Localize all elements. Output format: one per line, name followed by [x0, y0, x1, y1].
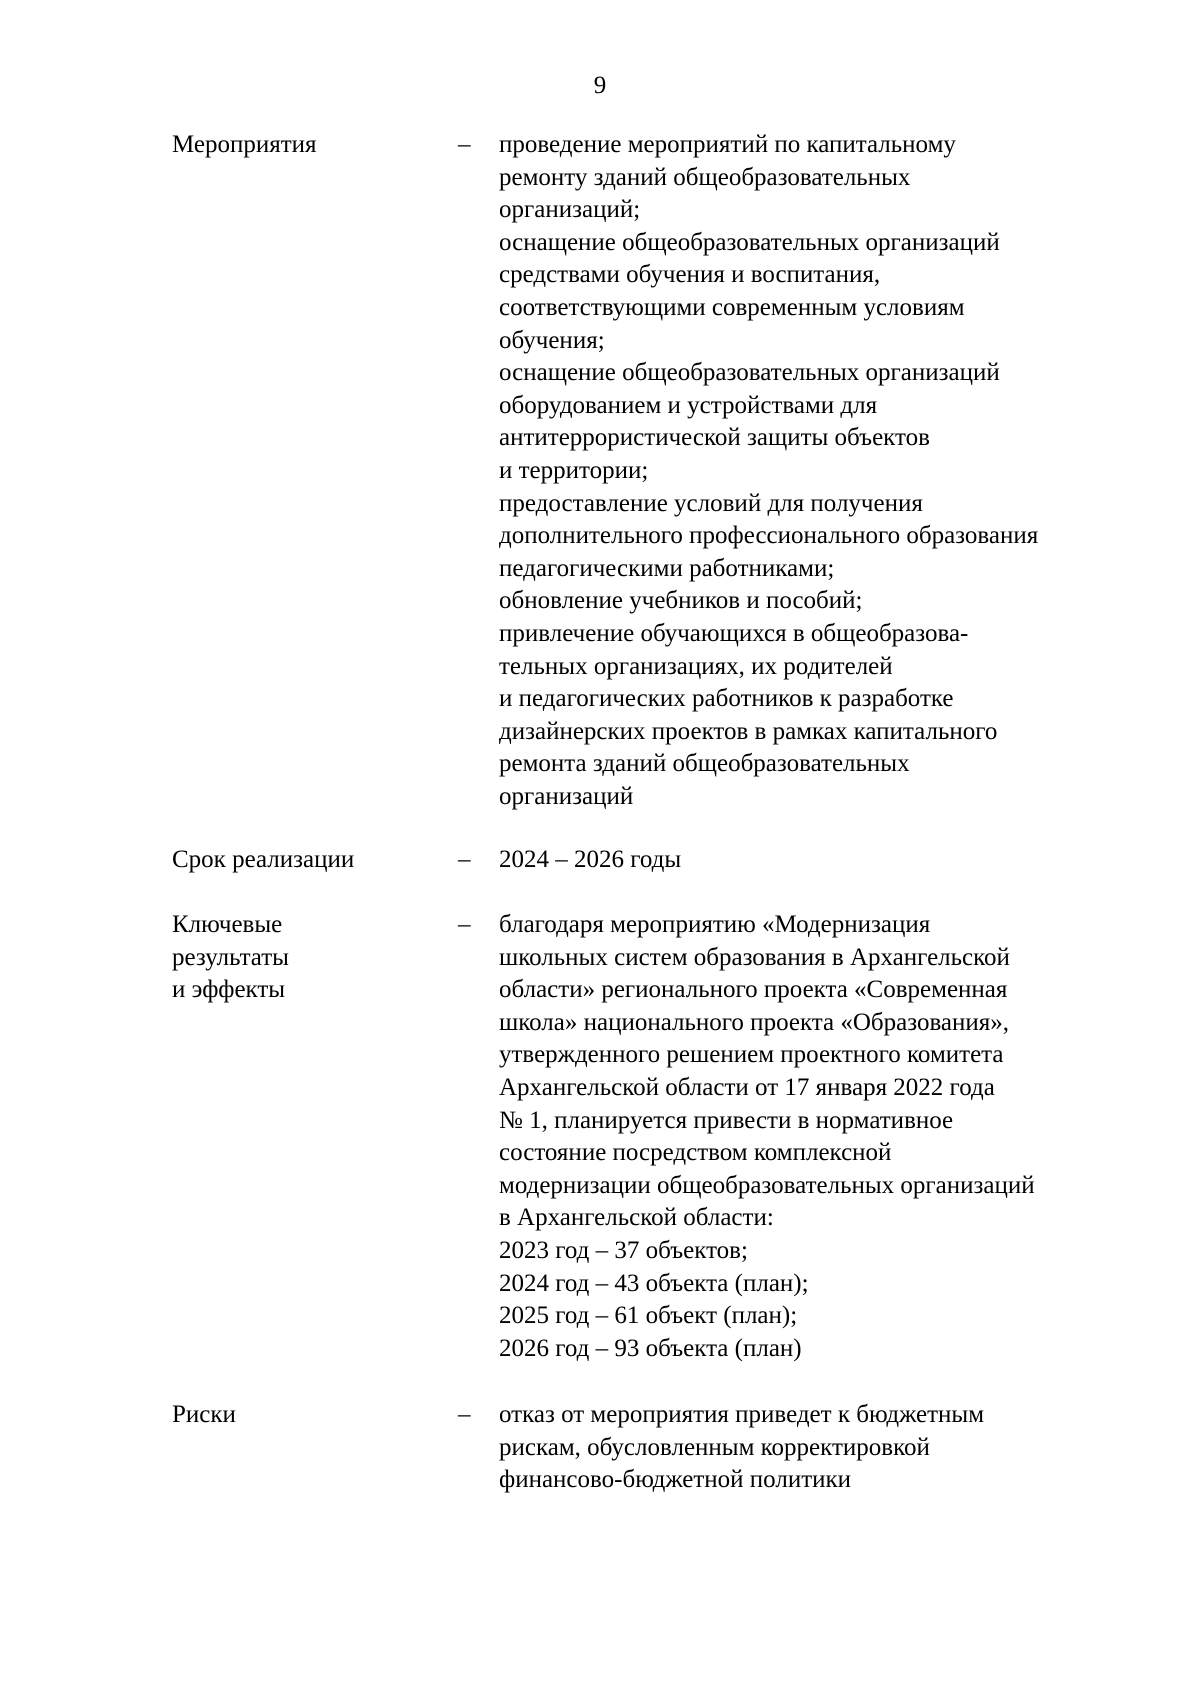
content-line: антитеррористической защиты объектов [499, 424, 930, 452]
section-content [499, 909, 1139, 1365]
content-line: 2025 год – 61 объект (план); [499, 1302, 798, 1330]
content-line: оснащение общеобразовательных организаций [499, 228, 1000, 256]
content-line: 2024 год – 43 объекта (план); [499, 1269, 809, 1297]
section-content [499, 844, 1139, 877]
content-line: утвержденного решением проектного комитета [499, 1041, 1004, 1069]
content-line: финансово-бюджетной политики [499, 1466, 852, 1494]
content-line: модернизации общеобразовательных организаций [499, 1171, 1035, 1199]
content-line: Архангельской области от 17 января 2022 года [499, 1073, 995, 1101]
content-line: соответствующими современным условиям [499, 293, 965, 321]
dash-separator: – [458, 846, 471, 873]
content-line: 2026 год – 93 объекта (план) [499, 1334, 802, 1362]
content-line: состояние посредством комплексной [499, 1139, 892, 1167]
section-label: Срок реализации [172, 846, 355, 873]
content-line: тельных организациях, их родителей [499, 652, 893, 680]
content-line: привлечение обучающихся в общеобразова- [499, 619, 969, 647]
content-line: школа» национального проекта «Образования», [499, 1008, 1010, 1036]
content-line: оснащение общеобразовательных организаций [499, 359, 1000, 387]
content-line: 2024 – 2026 годы [499, 846, 682, 873]
content-line: и территории; [499, 456, 649, 484]
content-line: предоставление условий для получения [499, 489, 923, 517]
content-line: рискам, обусловленным корректировкой [499, 1433, 930, 1461]
content-line: школьных систем образования в Архангельской [499, 943, 1010, 971]
content-line: обучения; [499, 326, 605, 354]
content-line: организаций; [499, 196, 641, 224]
page-number: 9 [593, 72, 607, 99]
content-line: средствами обучения и воспитания, [499, 261, 881, 289]
content-line: организаций [499, 782, 634, 810]
section-content [499, 1399, 1139, 1497]
content-line: в Архангельской области: [499, 1204, 774, 1232]
content-line: дизайнерских проектов в рамках капитального [499, 717, 998, 745]
content-line: ремонту зданий общеобразовательных [499, 163, 911, 191]
content-line: проведение мероприятий по капитальному [499, 131, 956, 158]
content-line: обновление учебников и пособий; [499, 587, 863, 615]
content-line: 2023 год – 37 объектов; [499, 1236, 748, 1264]
content-line: благодаря мероприятию «Модернизация [499, 911, 931, 938]
content-line: и педагогических работников к разработке [499, 685, 954, 713]
section-label: Ключевые результаты и эффекты [172, 911, 289, 1004]
content-line: дополнительного профессионального образования [499, 522, 1039, 550]
content-line: отказ от мероприятия приведет к бюджетным [499, 1401, 985, 1428]
content-line: оборудованием и устройствами для [499, 391, 878, 419]
content-line: области» регионального проекта «Современная [499, 976, 1008, 1004]
content-line: педагогическими работниками; [499, 554, 835, 582]
section-content [499, 129, 1139, 813]
section-label: Мероприятия [172, 131, 317, 158]
section-label: Риски [172, 1401, 236, 1428]
content-line: ремонта зданий общеобразовательных [499, 750, 910, 778]
dash-separator: – [458, 1401, 471, 1428]
dash-separator: – [458, 911, 471, 938]
content-line: № 1, планируется привести в нормативное [499, 1106, 954, 1134]
dash-separator: – [458, 131, 471, 158]
